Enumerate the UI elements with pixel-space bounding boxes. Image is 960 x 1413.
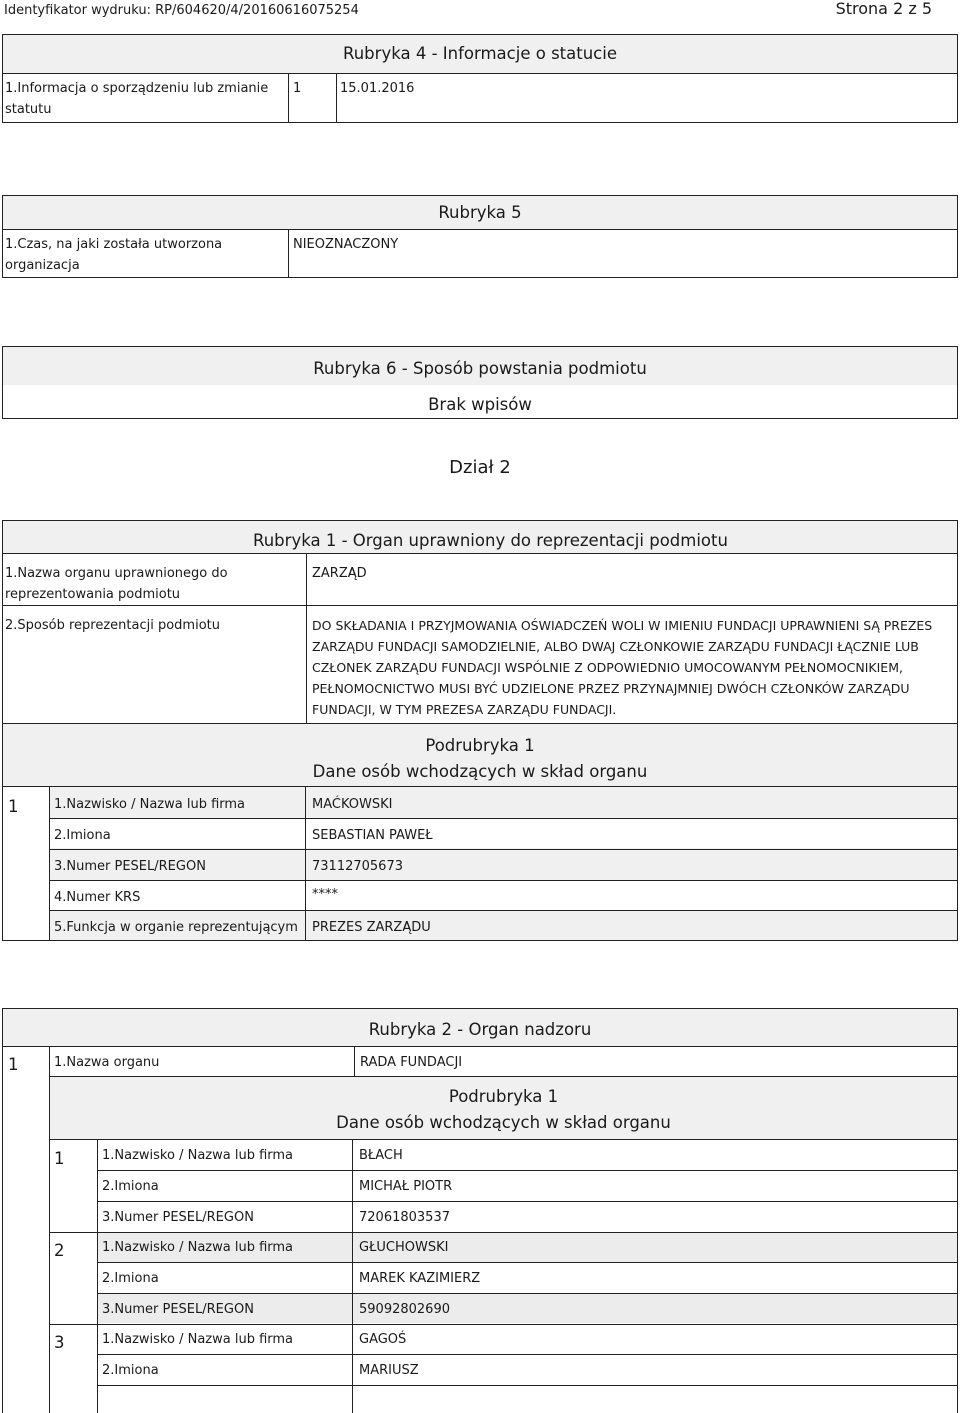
- organ-field-label: 2.Imiona: [54, 828, 111, 843]
- nadzor-field-value: GŁUCHOWSKI: [359, 1240, 449, 1255]
- organ-field-value: ****: [312, 887, 338, 902]
- nadzor-field-label: 1.Nazwisko / Nazwa lub firma: [102, 1148, 294, 1163]
- nadzor-field-label: 2.Imiona: [102, 1271, 159, 1286]
- organ-field-label: 1.Nazwisko / Nazwa lub firma: [54, 797, 246, 812]
- nadzor-person-num: 2: [54, 1241, 65, 1260]
- nadzor-field-value: MAREK KAZIMIERZ: [359, 1271, 481, 1286]
- page-number: Strona 2 z 5: [835, 0, 932, 18]
- rubryka4-date: 15.01.2016: [340, 81, 415, 96]
- rubryka5-value: NIEOZNACZONY: [293, 237, 399, 252]
- nadzor-field-label: 1.Nazwisko / Nazwa lub firma: [102, 1240, 294, 1255]
- organ-sub-subtitle: Dane osób wchodzących w skład organu: [312, 762, 648, 781]
- nadzor-field-value: MARIUSZ: [359, 1363, 419, 1378]
- nadzor-field-label: 2.Imiona: [102, 1179, 159, 1194]
- organ-field-label: 4.Numer KRS: [54, 890, 141, 905]
- print-id: Identyfikator wydruku: RP/604620/4/20160616075254: [4, 3, 359, 18]
- organ-field-value: PREZES ZARZĄDU: [312, 920, 431, 935]
- nadzor-field-label: 3.Numer PESEL/REGON: [102, 1302, 254, 1317]
- nadzor-field-value: MICHAŁ PIOTR: [359, 1179, 453, 1194]
- nadzor-person-num: 3: [54, 1333, 65, 1352]
- organ-name-label: 1.Nazwa organu uprawnionego do reprezentowania podmiotu: [5, 566, 228, 602]
- organ-field-label: 3.Numer PESEL/REGON: [54, 859, 206, 874]
- organ-person-num: 1: [8, 797, 19, 816]
- nadzor-field-label: 2.Imiona: [102, 1363, 159, 1378]
- organ-title: Rubryka 1 - Organ uprawniony do reprezentacji podmiotu: [253, 531, 728, 550]
- organ-field-value: 73112705673: [312, 859, 403, 874]
- nadzor-field-value: BŁACH: [359, 1148, 403, 1163]
- organ-field-label: 5.Funkcja w organie reprezentującym: [54, 920, 298, 935]
- nadzor-person-num: 1: [54, 1149, 65, 1168]
- organ-name-value: ZARZĄD: [312, 566, 367, 581]
- nadzor-field-value: GAGOŚ: [359, 1332, 407, 1347]
- organ-method-label: 2.Sposób reprezentacji podmiotu: [5, 618, 220, 633]
- nadzor-name-value: RADA FUNDACJI: [360, 1055, 463, 1070]
- organ-field-value: SEBASTIAN PAWEŁ: [312, 828, 433, 843]
- rubryka6-title: Rubryka 6 - Sposób powstania podmiotu: [313, 359, 647, 378]
- rubryka4-title: Rubryka 4 - Informacje o statucie: [343, 44, 617, 63]
- nadzor-name-label: 1.Nazwa organu: [54, 1055, 160, 1070]
- nadzor-field-value: 59092802690: [359, 1302, 450, 1317]
- rubryka6-value: Brak wpisów: [428, 395, 532, 414]
- organ-sub-title: Podrubryka 1: [425, 736, 535, 755]
- section-heading: Dział 2: [449, 457, 511, 478]
- nadzor-field-value: 72061803537: [359, 1210, 450, 1225]
- organ-field-value: MAĆKOWSKI: [312, 797, 393, 812]
- rubryka5-title: Rubryka 5: [438, 203, 522, 222]
- nadzor-sub-title: Podrubryka 1: [448, 1087, 559, 1106]
- rubryka5-label: 1.Czas, na jaki została utworzona organizacja: [5, 237, 223, 273]
- organ-method-value: DO SKŁADANIA I PRZYJMOWANIA OŚWIADCZEŃ WOLI W IMIENIU FUNDACJI UPRAWNIENI SĄ PREZES ZARZĄDU FUNDACJI SAMODZIELNIE, ALBO DWAJ CZŁONKOWIE ZARZĄDU FUNDACJI ŁĄCZNIE LUB CZŁONEK ZARZĄDU FUNDACJI WSPÓLNIE Z ODPOWIEDNIO UMOCOWANYM PEŁNOMOCNIKIEM, PEŁNOMOCNICTWO MUSI BYĆ UDZIELONE PRZEZ PRZYNAJMNIEJ DWÓCH CZŁONKÓW ZARZĄDU FUNDACJI, W TYM PREZESA ZARZĄDU FUNDACJI.: [312, 618, 933, 717]
- rubryka4-label: 1.Informacja o sporządzeniu lub zmianie statutu: [5, 81, 269, 117]
- nadzor-field-label: 3.Numer PESEL/REGON: [102, 1210, 254, 1225]
- nadzor-title: Rubryka 2 - Organ nadzoru: [368, 1020, 592, 1039]
- nadzor-num: 1: [8, 1055, 19, 1074]
- rubryka4-num: 1: [293, 81, 302, 96]
- nadzor-sub-subtitle: Dane osób wchodzących w skład organu: [336, 1113, 671, 1132]
- nadzor-field-label: 1.Nazwisko / Nazwa lub firma: [102, 1332, 294, 1347]
